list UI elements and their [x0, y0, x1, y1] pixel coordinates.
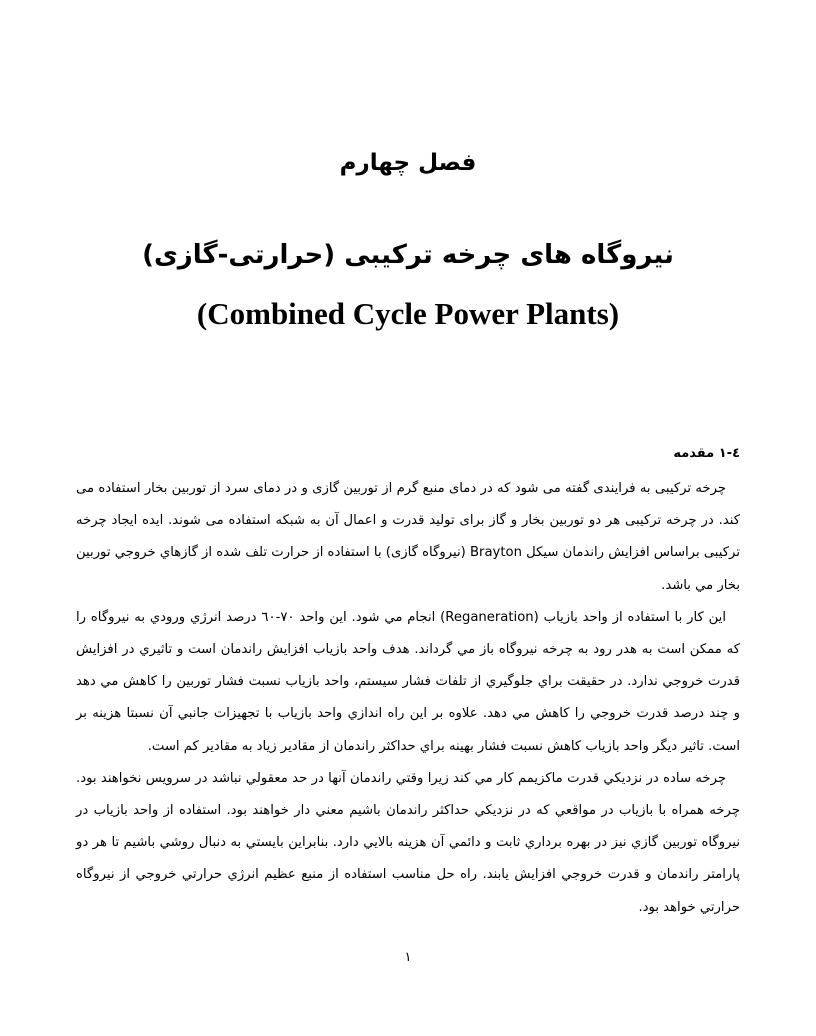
page-title-persian: نیروگاه های چرخه ترکیبی (حرارتی-گازی)	[142, 240, 674, 270]
paragraph-1: چرخه ترکیبی به فرایندی گفته می شود که در دمای منبع گرم از توربین گازی و در دمای سرد از توربین بخار استفاده می کند. در چرخه ترکیبی هر دو توربین بخار و گاز برای تولید قدرت و اعمال آن به شبکه استفاده می شوند. ایده ایجاد چرخه ترکیبی براساس افزایش راندمان سیکل Brayton (نیروگاه گازی) با استفاده از حرارت تلف شده از گازهاي خروجي توربين بخار مي باشد.	[76, 481, 740, 593]
chapter-title: فصل چهارم	[339, 150, 477, 176]
body-text	[76, 473, 740, 924]
paragraph-2: اين كار با استفاده از واحد بازياب (Reganeration) انجام مي شود. اين واحد ٧٠-٦٠ درصد انرژي ورودي به نيروگاه را كه ممكن است به هدر رود به چرخه نيروگاه باز مي گرداند. هدف واحد بازياب افزايش راندمان است و تاثيري در افزايش قدرت خروجي ندارد. در حقيقت براي جلوگيري از تلفات فشار سيستم، واحد بازياب نسبت فشار توربين را كاهش مي دهد و چند درصد قدرت خروجي را كاهش مي دهد. علاوه بر اين راه اندازي واحد بازياب با تجهيزات جانبي آن نسبتا هزينه بر است. تاثير ديگر واحد بازياب كاهش نسبت فشار بهينه براي حداكثر راندمان از مقادير زياد به مقادير كم است.	[76, 609, 740, 754]
section-heading: ٤-١ مقدمه	[673, 446, 740, 461]
paragraph-3: چرخه ساده در نزديكي قدرت ماكزيمم كار مي كند زيرا وقتي راندمان آنها در حد معقولي نباشد در سرويس نخواهند بود. چرخه همراه با بازياب در مواقعي كه در نزديكي حداكثر راندمان باشيم معني دار خواهند بود. استفاده از واحد بازياب در نيروگاه توربين گازي نيز در بهره برداري ثابت و دائمي آن هزينه بالايي دارد. بنابراين بايستي به دنبال روشي باشيم تا هر دو پارامتر راندمان و قدرت خروجي افزايش يابند. راه حل مناسب استفاده از منبع عظيم انرژي حرارتي خروجي از نيروگاه حرارتي خواهد بود.	[76, 770, 740, 915]
page-title-english: (Combined Cycle Power Plants)	[196, 296, 620, 331]
page-number: ١	[404, 950, 412, 965]
